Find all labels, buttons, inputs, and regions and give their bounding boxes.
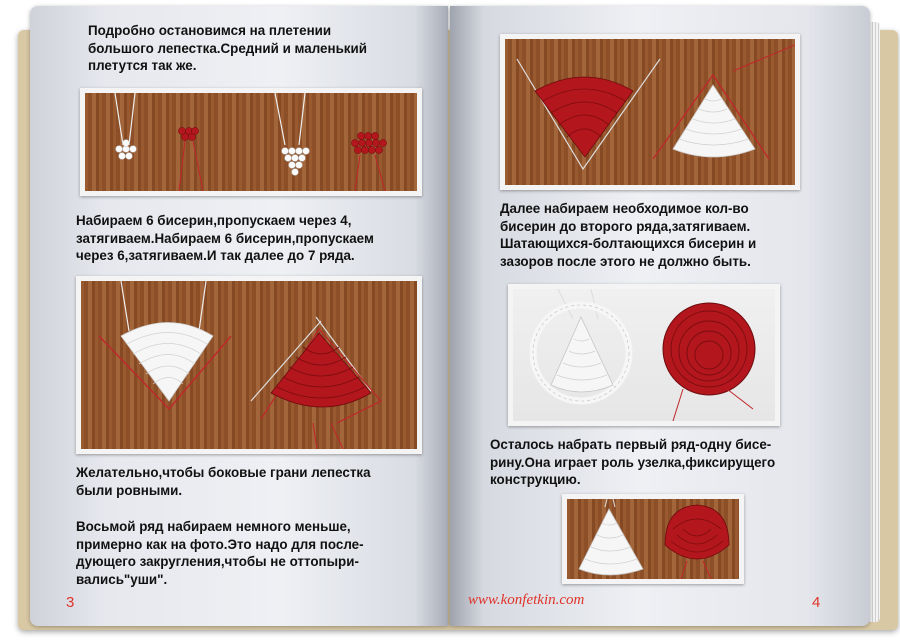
step-last-text: Осталось набрать первый ряд-одну бисе- рину.Она играет роль узелка,фиксирущего конструкцию. xyxy=(490,437,776,488)
photo-finished-petals-illustration xyxy=(567,499,739,579)
right-page-number: 4 xyxy=(812,594,821,611)
photo-next-row xyxy=(500,34,800,190)
photo-outer-ring-illustration xyxy=(513,289,775,421)
intro-text: Подробно остановимся на плетении большого лепестка.Средний и маленький плетутся так же. xyxy=(88,23,367,74)
photo-outer-ring xyxy=(508,284,780,426)
step-next-text: Далее набираем необходимое кол-во бисерин до второго ряда,затягиваем. Шатающихся-болтающихся бисерин и зазоров после этого не должно быть. xyxy=(500,201,757,269)
step1-text: Набираем 6 бисерин,пропускаем через 4, затягиваем.Набираем 6 бисерин,пропускаем через 6,затягиваем.И так далее до 7 ряда. xyxy=(76,213,374,264)
edges-note-text: Желательно,чтобы боковые грани лепестка были ровными. xyxy=(76,465,371,498)
photo-finished-petals xyxy=(562,494,744,584)
photo-start-rows xyxy=(80,88,422,196)
photo-next-row-illustration xyxy=(505,39,795,185)
photo-start-rows-illustration xyxy=(85,93,417,191)
photo-triangles-illustration xyxy=(81,281,417,449)
left-page-number: 3 xyxy=(66,594,75,611)
row8-text: Восьмой ряд набираем немного меньше, примерно как на фото.Это надо для после- дующего закругления,чтобы не оттопыри- вались"уши". xyxy=(76,519,364,587)
photo-triangles xyxy=(76,276,422,454)
website-url[interactable]: www.konfetkin.com xyxy=(468,592,585,608)
